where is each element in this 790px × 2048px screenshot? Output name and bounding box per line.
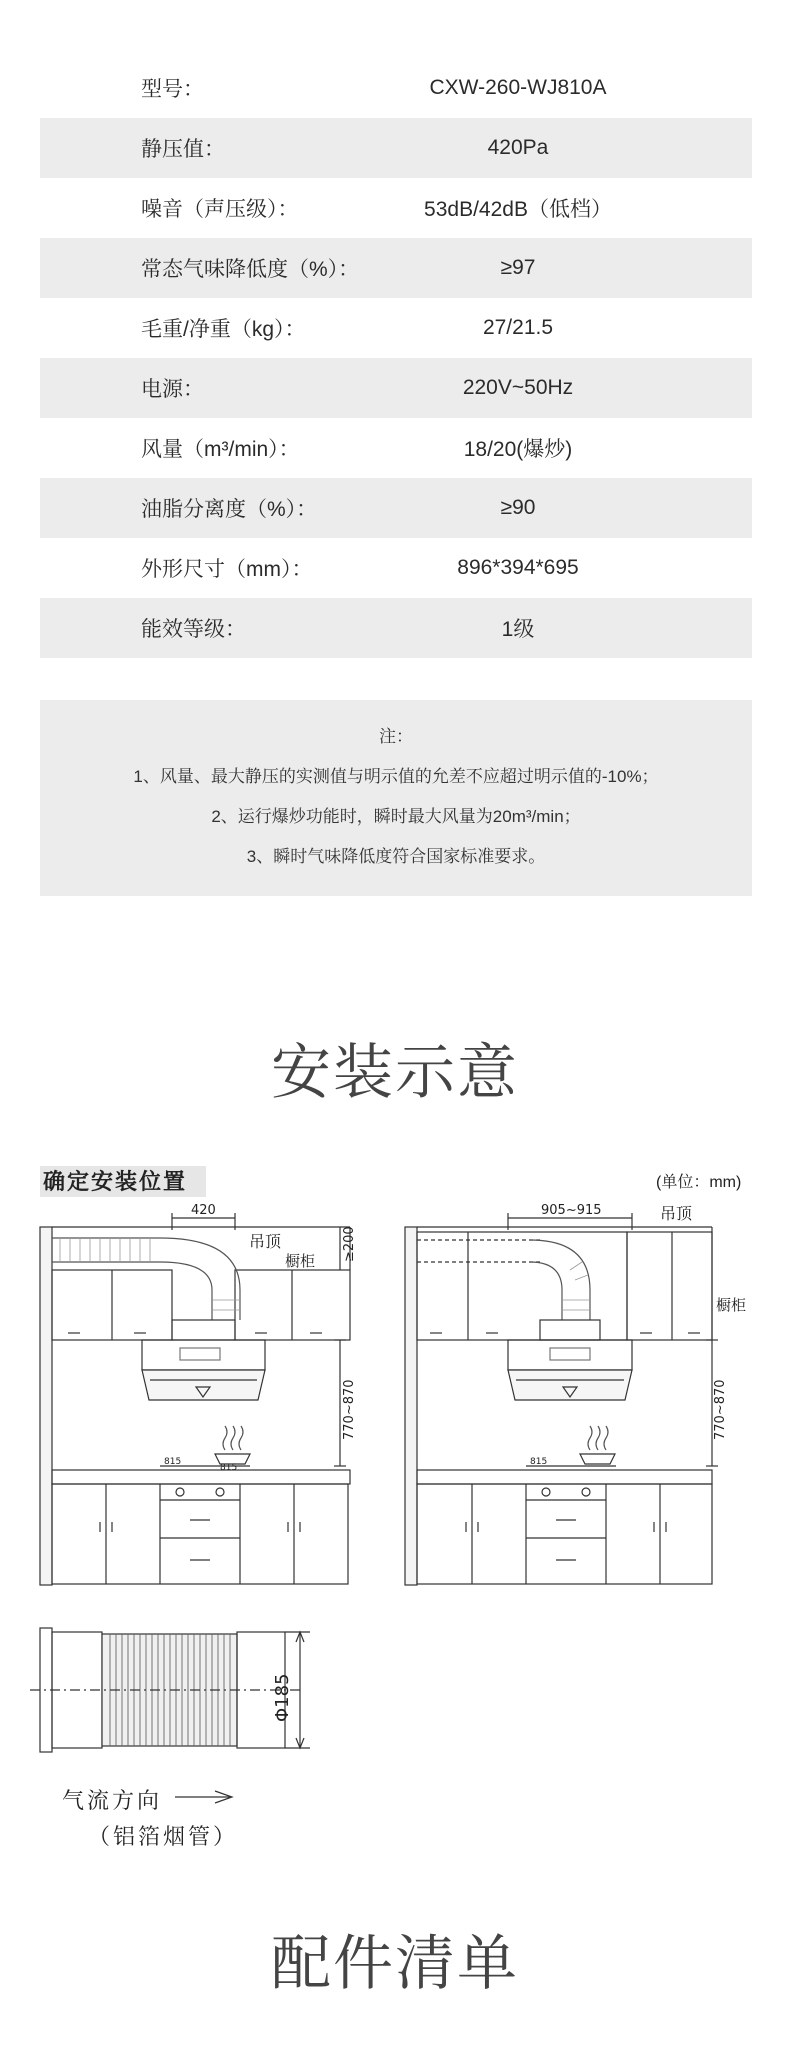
spec-value: CXW-260-WJ810A	[429, 76, 607, 99]
notes-title: 注：	[379, 727, 413, 746]
spec-label: 能效等级：	[141, 618, 246, 641]
notes-line: 2、运行爆炒功能时，瞬时最大风量为20m³/min；	[211, 807, 581, 826]
spec-label: 风量（m³/min）：	[141, 438, 300, 461]
spec-value: 18/20(爆炒)	[463, 438, 573, 461]
spec-label: 电源：	[141, 378, 204, 401]
spec-label: 毛重/净重（kg）：	[141, 318, 306, 341]
spec-value: ≥97	[500, 256, 536, 279]
spec-value: 1级	[501, 618, 535, 641]
right-width-label: 905~915	[541, 1203, 602, 1218]
duct-type-label: （铝箔烟管）	[88, 1825, 239, 1850]
spec-label: 静压值：	[141, 138, 225, 161]
right-kitchen-diagram	[405, 1213, 718, 1585]
left-width-label: 420	[191, 1203, 216, 1218]
diagram-title: 确定安装位置	[40, 1166, 206, 1197]
accessories-section-title: 配件清单	[271, 1930, 519, 1997]
spec-value: 53dB/42dB（低档）	[424, 198, 612, 221]
spec-value: 27/21.5	[482, 316, 554, 339]
left-ceiling-label: 吊顶	[249, 1232, 282, 1251]
right-cabinet-label: 橱柜	[716, 1296, 747, 1314]
spec-value: 420Pa	[487, 136, 549, 159]
left-gap-label: ≥200	[342, 1226, 357, 1262]
right-ceiling-label: 吊顶	[660, 1204, 693, 1223]
spec-value: ≥90	[500, 496, 536, 519]
spec-label: 油脂分离度（%）：	[141, 498, 318, 521]
spec-label: 常态气味降低度（%）：	[141, 258, 360, 281]
duct-detail-diagram	[30, 1628, 310, 1803]
right-height-label: 770~870	[713, 1379, 728, 1440]
left-stove-label-b: 815	[220, 1463, 238, 1473]
spec-value: 896*394*695	[457, 556, 579, 579]
spec-value: 220V~50Hz	[462, 376, 574, 399]
notes-line: 1、风量、最大静压的实测值与明示值的允差不应超过明示值的-10%；	[133, 767, 659, 786]
left-height-label: 770~870	[342, 1379, 357, 1440]
left-cabinet-label: 橱柜	[285, 1252, 316, 1270]
spec-label: 噪音（声压级）：	[141, 198, 299, 221]
right-stove-label: 815	[530, 1457, 548, 1467]
spec-label: 外形尺寸（mm）：	[141, 558, 313, 581]
airflow-label: 气流方向	[62, 1789, 163, 1814]
duct-diameter-label: Φ185	[272, 1673, 293, 1722]
install-section-title: 安装示意	[271, 1039, 519, 1106]
spec-label: 型号：	[141, 78, 204, 101]
unit-label: (单位：mm)	[656, 1174, 742, 1191]
notes-line: 3、瞬时气味降低度符合国家标准要求。	[246, 847, 546, 866]
left-stove-label-a: 815	[164, 1457, 182, 1467]
